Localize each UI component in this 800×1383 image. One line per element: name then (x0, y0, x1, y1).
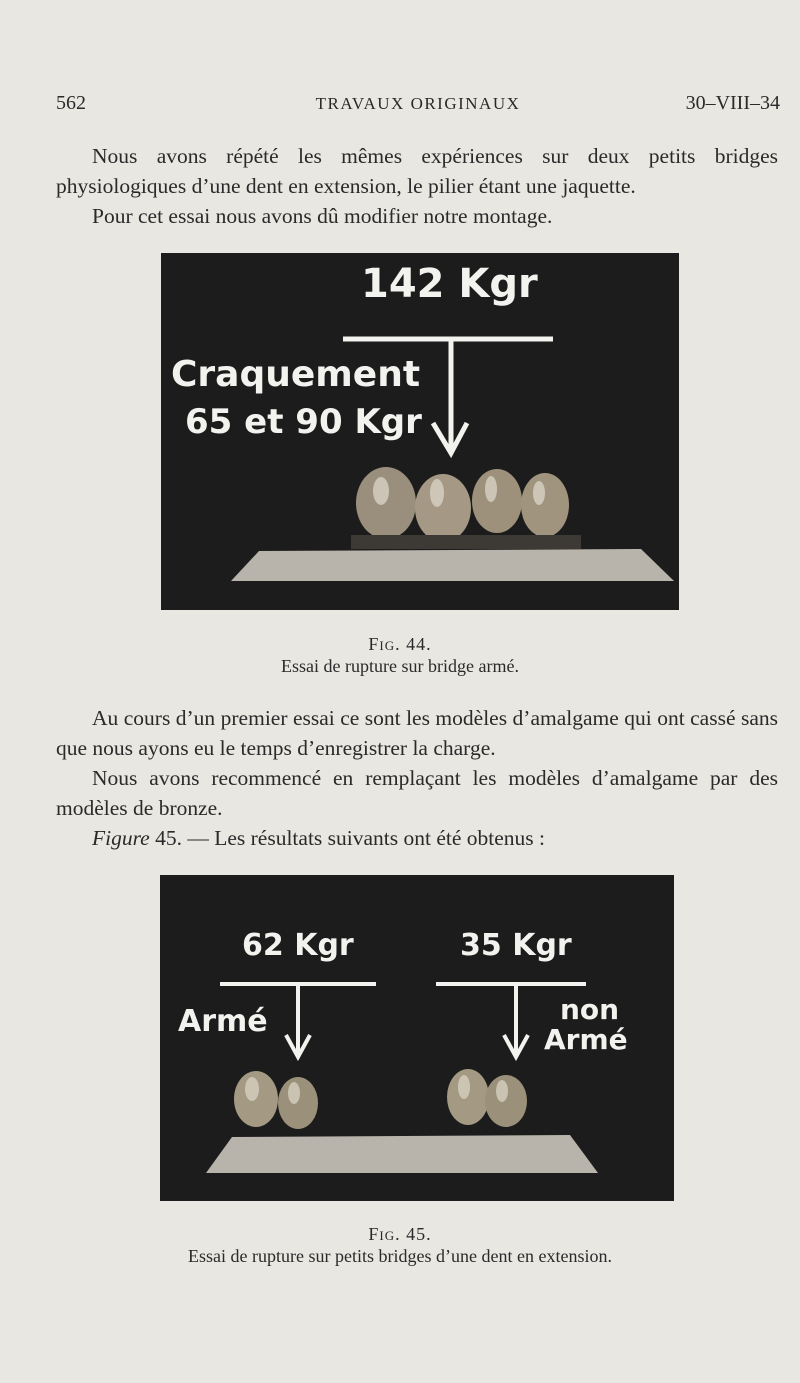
paragraph-text: Figure 45. — Les résultats suivants ont été obtenus : (92, 826, 546, 850)
chalk-left-label-text: Armé (178, 1004, 268, 1039)
figure-44-photo (161, 253, 679, 610)
caption-text: Essai de rupture sur bridge armé. (281, 656, 519, 676)
base-plate (206, 1135, 598, 1173)
figure-44-caption (0, 633, 800, 677)
paragraph-text: Nous avons répété les mêmes expériences sur deux petits bridges physiologiques d’une dent en extension, le pilier étant une jaquette. (56, 144, 778, 198)
paragraph-results (56, 703, 778, 853)
figure-label: Fig. 45. (368, 1224, 432, 1244)
figure-45-photo (160, 875, 674, 1201)
figure-label: Fig. 44. (368, 634, 432, 654)
page-number: 562 (56, 92, 86, 114)
paragraph-text: Au cours d’un premier essai ce sont les modèles d’amalgame qui ont cassé sans que nous ayons eu le temps d’enregistrer la charge. (56, 706, 778, 760)
base-plate (231, 549, 674, 581)
paragraph-text: Pour cet essai nous avons dû modifier notre montage. (92, 204, 553, 228)
figure-45-caption (0, 1223, 800, 1267)
issue-date: 30–VIII–34 (685, 92, 780, 114)
figure-reference: Figure (92, 826, 150, 850)
chalk-right-load-text: 35 Kgr (460, 928, 572, 963)
running-head (56, 92, 780, 116)
chalk-crack-loads-text: 65 et 90 Kgr (185, 402, 422, 442)
caption-text: Essai de rupture sur petits bridges d’une dent en extension. (188, 1246, 612, 1266)
chalk-load-text: 142 Kgr (361, 261, 538, 307)
paragraph-intro (56, 141, 778, 231)
chalk-left-load-text: 62 Kgr (242, 928, 354, 963)
running-title: TRAVAUX ORIGINAUX (315, 94, 521, 113)
paragraph-text: Nous avons recommencé en remplaçant les modèles d’amalgame par des modèles de bronze. (56, 766, 778, 820)
chalk-right-label-1-text: non (560, 993, 620, 1026)
chalk-crack-text: Craquement (171, 354, 421, 395)
chalk-right-label-2-text: Armé (544, 1023, 628, 1056)
